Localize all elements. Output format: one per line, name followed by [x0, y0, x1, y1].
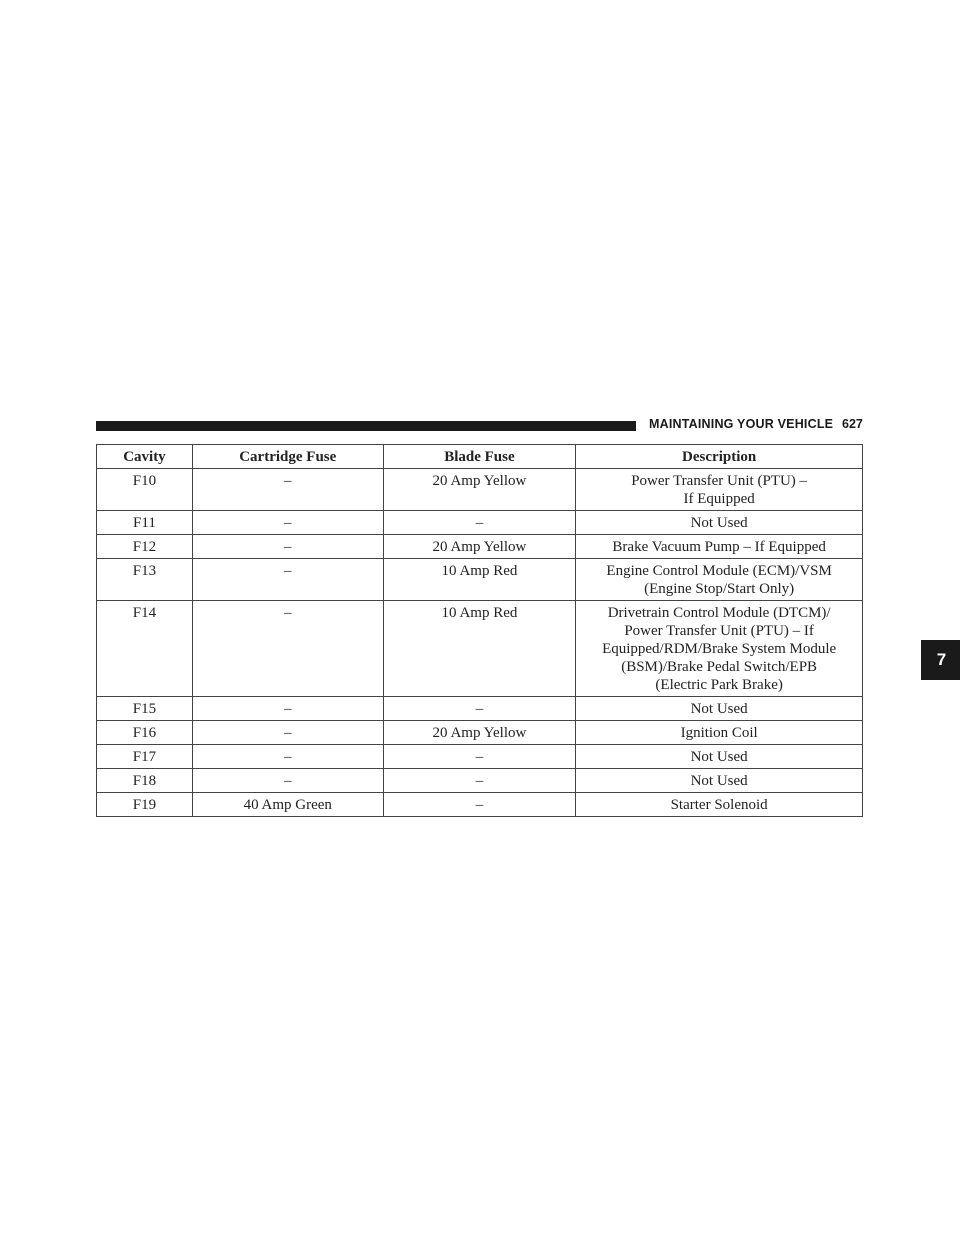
cell-cavity: F15: [97, 697, 193, 721]
page-number: 627: [842, 417, 863, 431]
cell-cartridge-fuse: –: [192, 511, 383, 535]
cell-description: [576, 559, 863, 601]
description-line: Power Transfer Unit (PTU) –: [631, 473, 808, 489]
description-line: Equipped/RDM/Brake System Module: [602, 641, 837, 657]
table-row: [97, 601, 863, 697]
cell-description: [576, 469, 863, 511]
table-header-row: [97, 445, 863, 469]
table-row: [97, 511, 863, 535]
cell-blade-fuse: 10 Amp Red: [383, 559, 576, 601]
table-row: [97, 559, 863, 601]
cell-cartridge-fuse: –: [192, 697, 383, 721]
cell-cartridge-fuse: –: [192, 601, 383, 697]
table-row: [97, 697, 863, 721]
cell-blade-fuse: –: [383, 769, 576, 793]
cell-description: [576, 793, 863, 817]
cell-cartridge-fuse: –: [192, 769, 383, 793]
cell-blade-fuse: 20 Amp Yellow: [383, 469, 576, 511]
cell-description: [576, 535, 863, 559]
cell-blade-fuse: –: [383, 697, 576, 721]
cell-cavity: F18: [97, 769, 193, 793]
cell-cartridge-fuse: –: [192, 559, 383, 601]
cell-description: [576, 769, 863, 793]
column-header-cartridge-fuse: Cartridge Fuse: [192, 445, 383, 469]
description-line: (Engine Stop/Start Only): [644, 581, 795, 597]
column-header-cavity: Cavity: [97, 445, 193, 469]
cell-cavity: F19: [97, 793, 193, 817]
cell-cartridge-fuse: –: [192, 721, 383, 745]
description-line: Not Used: [690, 773, 748, 789]
header-rule: [96, 421, 636, 431]
cell-cavity: F10: [97, 469, 193, 511]
table-body: [97, 469, 863, 817]
description-line: Brake Vacuum Pump – If Equipped: [612, 539, 826, 555]
cell-cavity: F13: [97, 559, 193, 601]
column-header-blade-fuse: Blade Fuse: [383, 445, 576, 469]
cell-description: [576, 697, 863, 721]
chapter-tab[interactable]: 7: [921, 640, 960, 680]
cell-cavity: F16: [97, 721, 193, 745]
cell-blade-fuse: –: [383, 793, 576, 817]
description-line: Not Used: [690, 749, 748, 765]
cell-cartridge-fuse: –: [192, 745, 383, 769]
table-row: [97, 745, 863, 769]
description-line: Power Transfer Unit (PTU) – If: [624, 623, 814, 639]
table-row: [97, 535, 863, 559]
description-line: Ignition Coil: [680, 725, 758, 741]
cell-cavity: F14: [97, 601, 193, 697]
description-line: If Equipped: [683, 491, 755, 507]
table-row: [97, 769, 863, 793]
cell-blade-fuse: –: [383, 745, 576, 769]
cell-cavity: F12: [97, 535, 193, 559]
cell-cartridge-fuse: –: [192, 469, 383, 511]
column-header-description: Description: [576, 445, 863, 469]
cell-cavity: F11: [97, 511, 193, 535]
cell-blade-fuse: 10 Amp Red: [383, 601, 576, 697]
table-row: [97, 721, 863, 745]
table-row: [97, 793, 863, 817]
description-line: (BSM)/Brake Pedal Switch/EPB: [621, 659, 818, 675]
description-line: Not Used: [690, 701, 748, 717]
table-row: [97, 469, 863, 511]
cell-blade-fuse: 20 Amp Yellow: [383, 535, 576, 559]
section-title: MAINTAINING YOUR VEHICLE: [649, 417, 834, 431]
cell-description: [576, 745, 863, 769]
cell-description: [576, 721, 863, 745]
cell-blade-fuse: –: [383, 511, 576, 535]
fuse-table: [96, 444, 863, 817]
cell-cartridge-fuse: 40 Amp Green: [192, 793, 383, 817]
cell-cartridge-fuse: –: [192, 535, 383, 559]
description-line: Starter Solenoid: [670, 797, 768, 813]
cell-blade-fuse: 20 Amp Yellow: [383, 721, 576, 745]
cell-description: [576, 511, 863, 535]
cell-description: [576, 601, 863, 697]
cell-cavity: F17: [97, 745, 193, 769]
description-line: (Electric Park Brake): [655, 677, 783, 693]
description-line: Engine Control Module (ECM)/VSM: [606, 563, 832, 579]
description-line: Not Used: [690, 515, 748, 531]
description-line: Drivetrain Control Module (DTCM)/: [607, 605, 831, 621]
